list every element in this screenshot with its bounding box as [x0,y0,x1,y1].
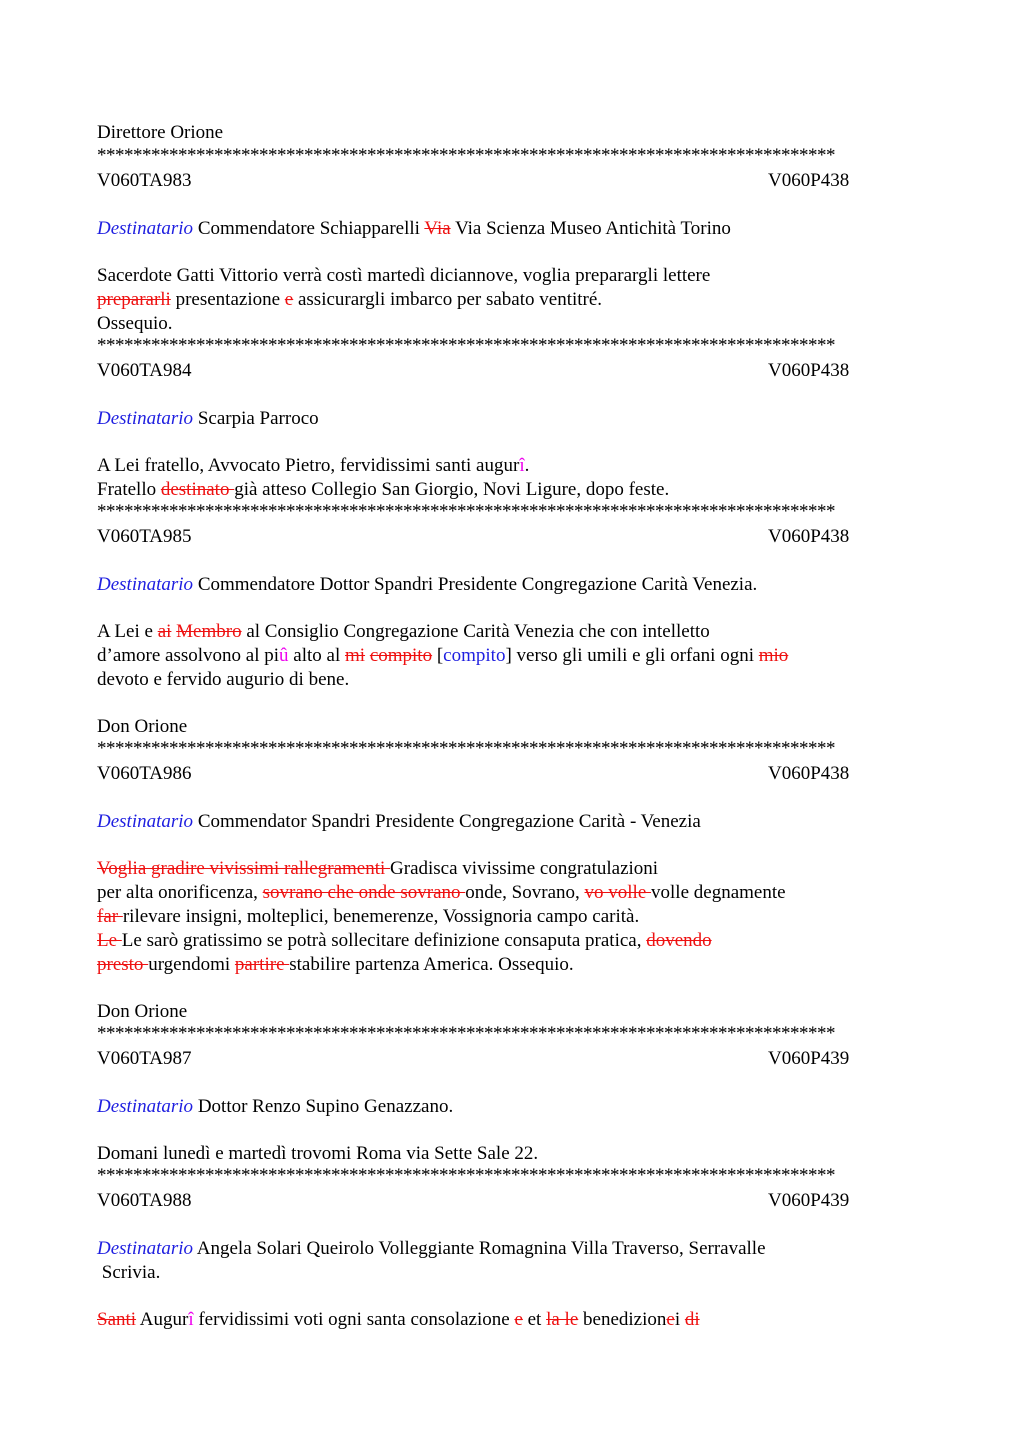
recipient-line: Scrivia. [97,1262,161,1283]
deleted-text: vo volle [584,882,652,903]
recipient-line [97,1237,766,1261]
recipient-text: Commendatore Dottor Spandri Presidente Congregazione Carità Venezia. [197,574,758,595]
separator: ********************************************************************************** [97,1023,835,1044]
recipient-label: Destinatario [97,811,194,832]
body-line [97,929,712,953]
deleted-text: di [684,1309,700,1330]
separator: ********************************************************************************** [97,145,835,166]
entry-code: V060TA986 [97,763,192,784]
body-text: Gradisca vivissime congratulazioni [390,858,659,879]
recipient-label: Destinatario [97,218,194,239]
body-line [97,478,669,502]
deleted-text: ai [157,621,172,642]
inserted-text: û [279,645,289,666]
deleted-text: Membro [176,621,242,642]
body-line [97,288,602,312]
body-line [97,1308,700,1332]
header-author: Direttore Orione [97,122,224,143]
deleted-text: Le [97,930,122,951]
recipient-line [97,407,319,431]
entry-code: V060TA985 [97,526,192,547]
recipient-text: Via Scienza Museo Antichità Torino [450,218,731,239]
body-text: volle degnamente [651,882,786,903]
signature: Don Orione [97,1001,188,1022]
recipient-line [97,1095,453,1119]
recipient-text: Commendator Spandri Presidente Congregazione Carità - Venezia [197,811,701,832]
deleted-text: Santi [97,1309,137,1330]
body-line [97,905,639,929]
body-text: Fratello [97,479,161,500]
separator: ********************************************************************************** [97,1165,835,1186]
deleted-text: Voglia gradire vivissimi rallegramenti [97,858,391,879]
body-text: presentazione [170,289,285,310]
page-code: V060P438 [768,170,850,191]
page-code: V060P438 [768,526,850,547]
body-text: stabilire partenza America. Ossequio. [289,954,574,975]
recipient-line [97,573,757,597]
entry-code: V060TA983 [97,170,192,191]
deleted-text: e [284,289,294,310]
body-text: A Lei e [97,621,158,642]
recipient-text: Commendatore Schiapparelli [197,218,425,239]
signature: Don Orione [97,716,188,737]
deleted-text: e [514,1309,523,1330]
body-text: [ [432,645,444,666]
recipient-text: Dottor Renzo Supino Genazzano. [197,1096,454,1117]
deleted-text: Via [424,218,451,239]
separator: ********************************************************************************** [97,335,835,356]
deleted-text: dovendo [646,930,712,951]
body-line [97,857,658,881]
body-text: d’amore assolvono al pi [97,645,280,666]
body-text: A Lei fratello, Avvocato Pietro, fervidissimi santi augur [97,455,520,476]
body-line [97,881,786,905]
body-line: Sacerdote Gatti Vittorio verrà costì martedì diciannove, voglia preparargli lettere [97,265,711,286]
body-line [97,953,574,977]
body-line: Domani lunedì e martedì trovomi Roma via Sette Sale 22. [97,1143,539,1164]
body-line [97,454,529,478]
body-text: ] verso gli umili e gli orfani ogni [505,645,759,666]
deleted-text: e [666,1309,675,1330]
deleted-text: prepararli [97,289,171,310]
body-line: devoto e fervido augurio di bene. [97,669,350,690]
body-text: fervidissimi voti ogni santa consolazione [193,1309,515,1330]
body-text: Le sarò gratissimo se potrà sollecitare definizione consaputa pratica, [121,930,647,951]
recipient-line [97,810,701,834]
deleted-text: presto [97,954,149,975]
entry-code: V060TA987 [97,1048,192,1069]
body-text: Augur [136,1309,189,1330]
recipient-text: Scarpia Parroco [197,408,319,429]
recipient-label: Destinatario [97,1096,194,1117]
deleted-text: la le [546,1309,579,1330]
body-text: assicurargli imbarco per sabato ventitré. [293,289,603,310]
body-text: rilevare insigni, molteplici, benemerenze, Vossignoria campo carità. [122,906,640,927]
deleted-text: mi [345,645,366,666]
recipient-text: Angela Solari Queirolo Volleggiante Romagnina Villa Traverso, Serravalle [196,1238,766,1259]
page-code: V060P438 [768,360,850,381]
recipient-label: Destinatario [97,574,194,595]
body-text: benedizion [578,1309,667,1330]
recipient-line [97,217,731,241]
deleted-text: destinato [160,479,235,500]
body-line: Ossequio. [97,313,173,334]
deleted-text: sovrano che onde sovrano [262,882,466,903]
body-text: già atteso Collegio San Giorgio, Novi Ligure, dopo feste. [234,479,670,500]
page-code: V060P439 [768,1048,850,1069]
deleted-text: mio [758,645,789,666]
page-code: V060P438 [768,763,850,784]
deleted-text: compito [369,645,433,666]
entry-code: V060TA984 [97,360,192,381]
body-text: per alta onorificenza, [97,882,263,903]
body-text: et [522,1309,547,1330]
recipient-label: Destinatario [97,408,194,429]
body-text: onde, Sovrano, [465,882,585,903]
body-text: al Consiglio Congregazione Carità Venezia che con intelletto [241,621,710,642]
inserted-text: î [188,1309,194,1330]
deleted-text: far [97,906,123,927]
entry-code: V060TA988 [97,1190,192,1211]
body-line [97,644,788,668]
inserted-text: compito [443,645,506,666]
inserted-text: î [519,455,525,476]
body-text: i [674,1309,685,1330]
separator: ********************************************************************************** [97,501,835,522]
body-text: alto al [288,645,345,666]
recipient-label: Destinatario [97,1238,194,1259]
separator: ********************************************************************************** [97,738,835,759]
body-text: urgendomi [148,954,235,975]
body-line [97,620,710,644]
body-text: . [524,455,530,476]
deleted-text: partire [234,954,290,975]
page-code: V060P439 [768,1190,850,1211]
